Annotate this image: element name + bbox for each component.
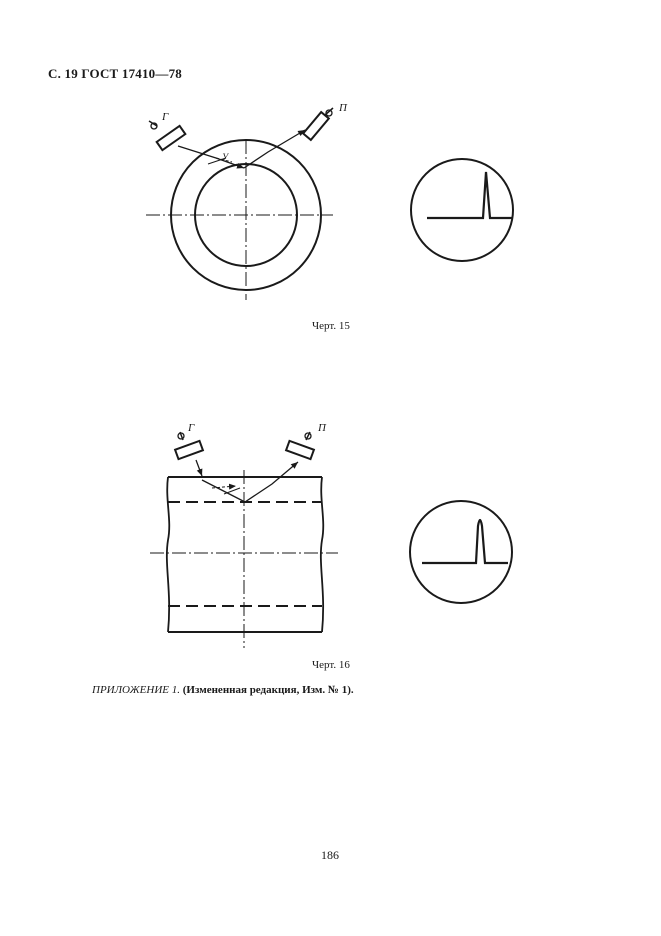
- dimension-label: У: [222, 152, 229, 162]
- signal-trace-16: [422, 520, 508, 563]
- figure-15-caption: Черт. 15: [312, 320, 350, 332]
- appendix-note-bold: (Измененная редакция, Изм. № 1).: [179, 684, 354, 696]
- transmitter-label-16: Г: [188, 422, 195, 434]
- figure-15-drawing: [146, 108, 333, 300]
- pipe-right-break: [321, 477, 323, 632]
- receiver-label: П: [339, 102, 347, 114]
- pipe-left-break: [167, 477, 169, 632]
- receiver-probe-16: [286, 432, 314, 459]
- transmitter-probe: [149, 121, 185, 150]
- oscilloscope-screen-16: [410, 501, 512, 603]
- figure-16-caption: Черт. 16: [312, 659, 350, 671]
- page-header: С. 19 ГОСТ 17410—78: [48, 66, 182, 81]
- receiver-probe: [303, 108, 333, 140]
- signal-trace-15: [427, 172, 512, 218]
- transmitter-probe-16: [175, 432, 203, 459]
- page-number: 186: [321, 848, 339, 862]
- ultrasound-beam-path-16: [196, 460, 202, 476]
- receiver-label-16: П: [318, 422, 326, 434]
- figure-16-drawing: [150, 432, 338, 648]
- oscilloscope-screen-15: [411, 159, 513, 261]
- appendix-note-italic: ПРИЛОЖЕНИЕ 1.: [92, 684, 180, 696]
- transmitter-label: Г: [162, 111, 169, 123]
- appendix-note: [92, 684, 354, 696]
